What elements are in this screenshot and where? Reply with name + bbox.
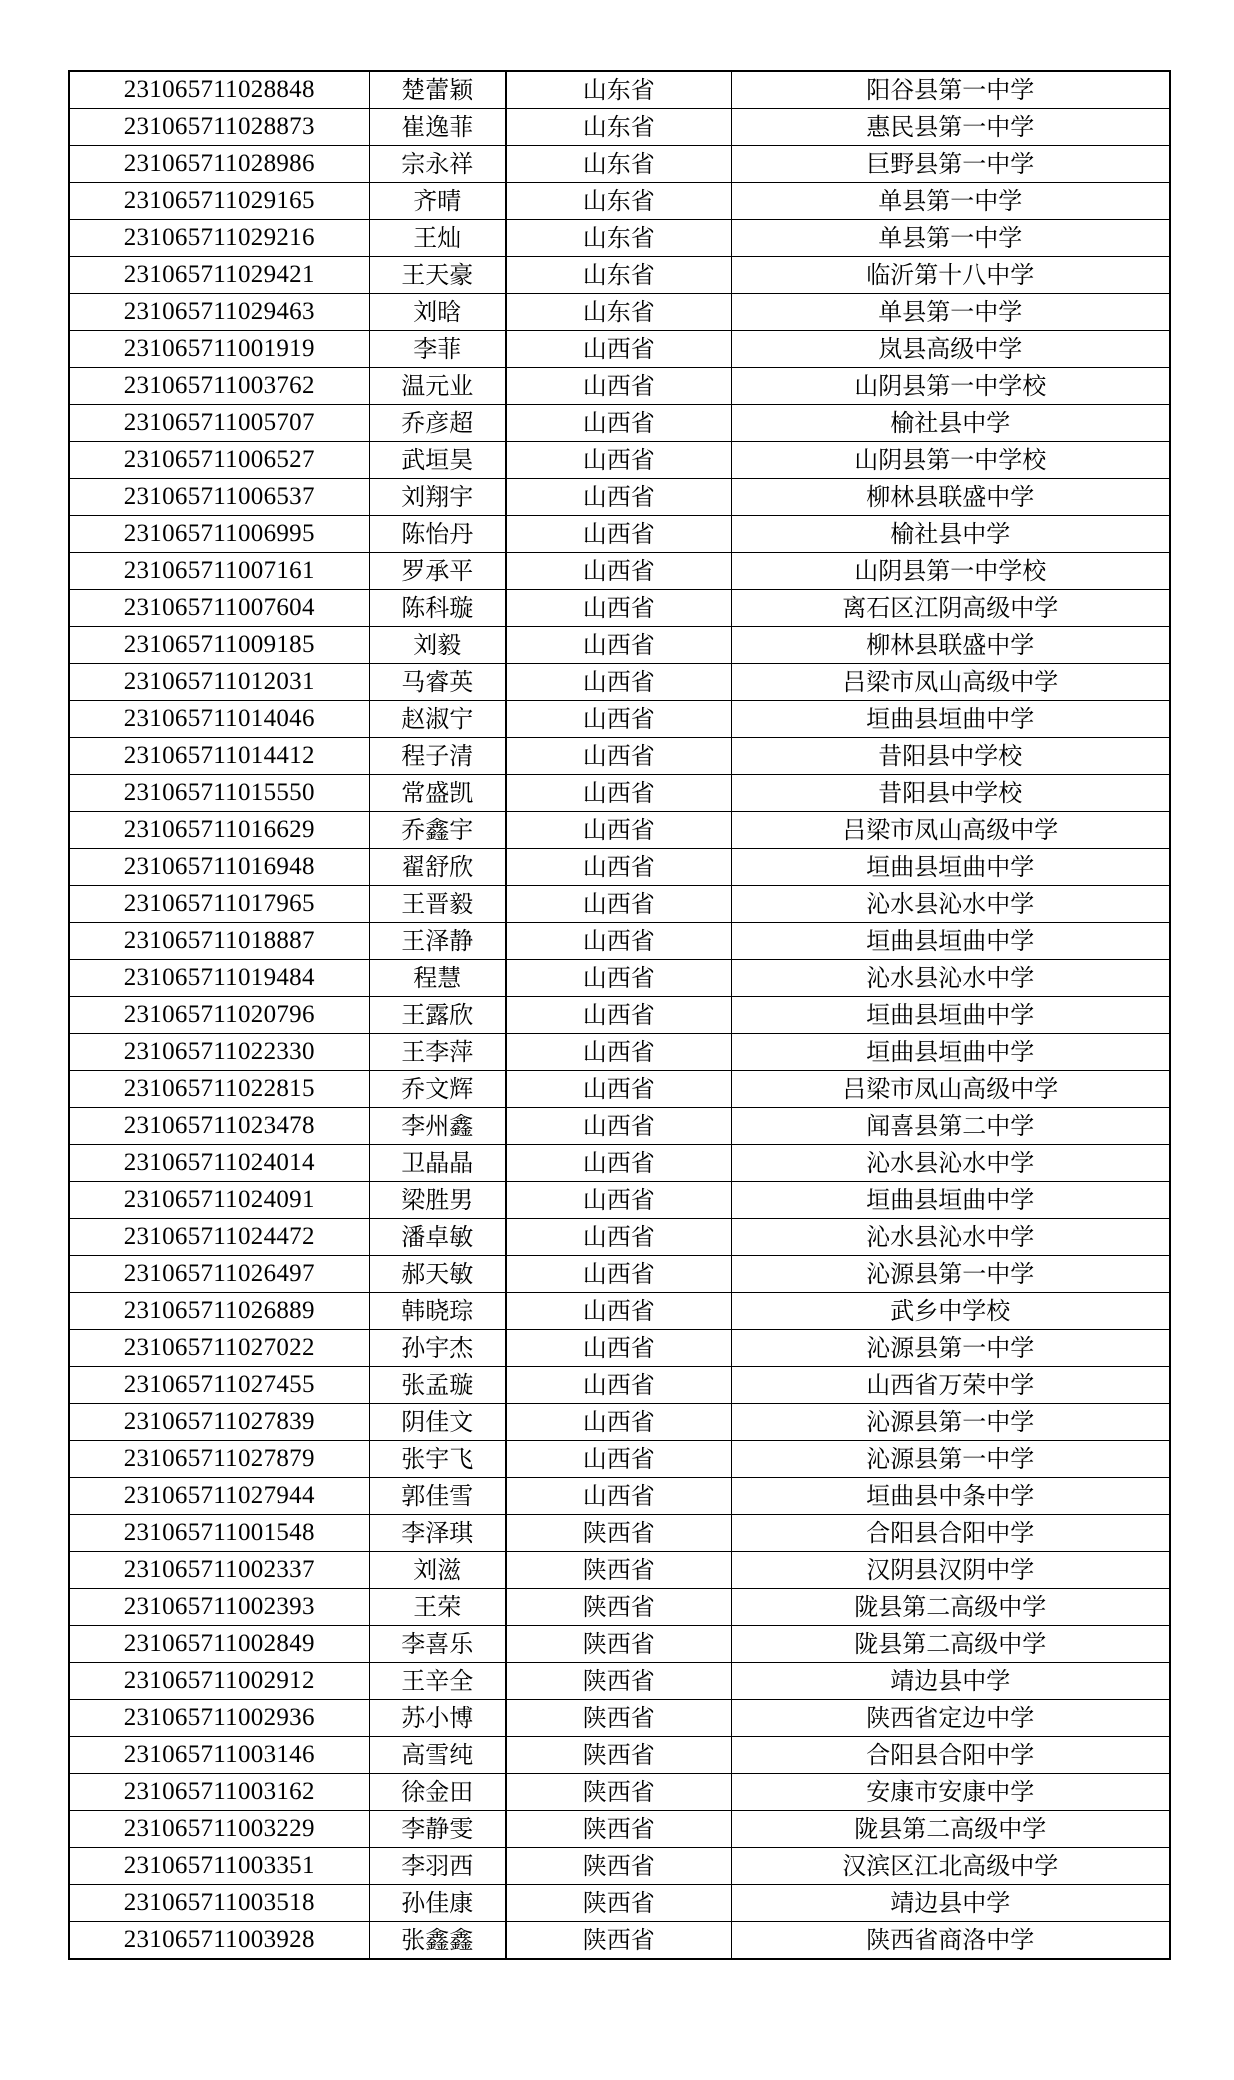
student-name-cell: 崔逸菲	[369, 109, 506, 146]
province-cell: 山西省	[506, 1219, 731, 1256]
province-cell: 陕西省	[506, 1552, 731, 1589]
province-cell: 山西省	[506, 1145, 731, 1182]
province-cell: 山西省	[506, 701, 731, 738]
candidate-id-cell: 231065711012031	[69, 664, 369, 701]
school-cell: 昔阳县中学校	[731, 775, 1170, 812]
candidate-id-cell: 231065711028848	[69, 71, 369, 109]
candidate-id-cell: 231065711024091	[69, 1182, 369, 1219]
candidate-id-cell: 231065711026889	[69, 1293, 369, 1330]
province-cell: 山西省	[506, 442, 731, 479]
school-cell: 山阴县第一中学校	[731, 442, 1170, 479]
school-cell: 安康市安康中学	[731, 1774, 1170, 1811]
student-name-cell: 阴佳文	[369, 1404, 506, 1441]
candidate-id-cell: 231065711001919	[69, 331, 369, 368]
school-cell: 沁水县沁水中学	[731, 960, 1170, 997]
candidate-id-cell: 231065711003928	[69, 1922, 369, 1960]
candidate-id-cell: 231065711029216	[69, 220, 369, 257]
student-name-cell: 王晋毅	[369, 886, 506, 923]
school-cell: 沁源县第一中学	[731, 1441, 1170, 1478]
province-cell: 陕西省	[506, 1737, 731, 1774]
province-cell: 山西省	[506, 738, 731, 775]
school-cell: 榆社县中学	[731, 405, 1170, 442]
province-cell: 山西省	[506, 1367, 731, 1404]
table-row	[69, 1071, 1170, 1108]
student-name-cell: 王泽静	[369, 923, 506, 960]
candidate-id-cell: 231065711028986	[69, 146, 369, 183]
student-name-cell: 武垣昊	[369, 442, 506, 479]
table-row	[69, 1293, 1170, 1330]
candidate-id-cell: 231065711002337	[69, 1552, 369, 1589]
table-row	[69, 1034, 1170, 1071]
student-name-cell: 常盛凯	[369, 775, 506, 812]
student-name-cell: 郝天敏	[369, 1256, 506, 1293]
candidate-id-cell: 231065711026497	[69, 1256, 369, 1293]
student-name-cell: 王李萍	[369, 1034, 506, 1071]
candidate-id-cell: 231065711001548	[69, 1515, 369, 1552]
table-row	[69, 1404, 1170, 1441]
province-cell: 陕西省	[506, 1663, 731, 1700]
candidate-id-cell: 231065711007604	[69, 590, 369, 627]
school-cell: 单县第一中学	[731, 220, 1170, 257]
student-name-cell: 李静雯	[369, 1811, 506, 1848]
student-name-cell: 王灿	[369, 220, 506, 257]
student-name-cell: 陈怡丹	[369, 516, 506, 553]
candidate-id-cell: 231065711029165	[69, 183, 369, 220]
school-cell: 武乡中学校	[731, 1293, 1170, 1330]
student-name-cell: 徐金田	[369, 1774, 506, 1811]
school-cell: 合阳县合阳中学	[731, 1515, 1170, 1552]
student-name-cell: 潘卓敏	[369, 1219, 506, 1256]
student-name-cell: 梁胜男	[369, 1182, 506, 1219]
school-cell: 沁源县第一中学	[731, 1404, 1170, 1441]
table-row	[69, 997, 1170, 1034]
student-name-cell: 李泽琪	[369, 1515, 506, 1552]
table-row	[69, 1589, 1170, 1626]
school-cell: 柳林县联盛中学	[731, 627, 1170, 664]
candidate-id-cell: 231065711028873	[69, 109, 369, 146]
table-row	[69, 590, 1170, 627]
school-cell: 巨野县第一中学	[731, 146, 1170, 183]
candidate-id-cell: 231065711002393	[69, 1589, 369, 1626]
table-row	[69, 960, 1170, 997]
school-cell: 阳谷县第一中学	[731, 71, 1170, 109]
candidate-id-cell: 231065711027455	[69, 1367, 369, 1404]
province-cell: 陕西省	[506, 1515, 731, 1552]
table-row	[69, 1922, 1170, 1960]
table-row	[69, 1515, 1170, 1552]
table-row	[69, 1256, 1170, 1293]
student-name-cell: 张孟璇	[369, 1367, 506, 1404]
province-cell: 陕西省	[506, 1774, 731, 1811]
table-row	[69, 627, 1170, 664]
school-cell: 吕梁市凤山高级中学	[731, 1071, 1170, 1108]
candidate-id-cell: 231065711023478	[69, 1108, 369, 1145]
province-cell: 山西省	[506, 627, 731, 664]
province-cell: 陕西省	[506, 1626, 731, 1663]
school-cell: 陕西省定边中学	[731, 1700, 1170, 1737]
school-cell: 离石区江阴高级中学	[731, 590, 1170, 627]
school-cell: 惠民县第一中学	[731, 109, 1170, 146]
province-cell: 山东省	[506, 294, 731, 331]
candidate-id-cell: 231065711003351	[69, 1848, 369, 1885]
province-cell: 山西省	[506, 664, 731, 701]
candidate-id-cell: 231065711002849	[69, 1626, 369, 1663]
candidate-id-cell: 231065711018887	[69, 923, 369, 960]
table-row	[69, 1811, 1170, 1848]
school-cell: 垣曲县垣曲中学	[731, 923, 1170, 960]
table-row	[69, 1330, 1170, 1367]
student-name-cell: 王露欣	[369, 997, 506, 1034]
province-cell: 山东省	[506, 220, 731, 257]
province-cell: 陕西省	[506, 1589, 731, 1626]
table-row	[69, 701, 1170, 738]
table-row	[69, 331, 1170, 368]
province-cell: 山西省	[506, 405, 731, 442]
student-name-cell: 刘翔宇	[369, 479, 506, 516]
school-cell: 闻喜县第二中学	[731, 1108, 1170, 1145]
student-name-cell: 宗永祥	[369, 146, 506, 183]
table-row	[69, 1848, 1170, 1885]
table-row	[69, 183, 1170, 220]
province-cell: 陕西省	[506, 1700, 731, 1737]
school-cell: 陇县第二高级中学	[731, 1589, 1170, 1626]
school-cell: 陕西省商洛中学	[731, 1922, 1170, 1960]
school-cell: 单县第一中学	[731, 183, 1170, 220]
school-cell: 沁源县第一中学	[731, 1330, 1170, 1367]
province-cell: 山西省	[506, 368, 731, 405]
candidate-id-cell: 231065711014412	[69, 738, 369, 775]
student-name-cell: 李州鑫	[369, 1108, 506, 1145]
table-row	[69, 1478, 1170, 1515]
student-name-cell: 楚蕾颖	[369, 71, 506, 109]
student-name-cell: 李羽西	[369, 1848, 506, 1885]
province-cell: 山西省	[506, 1478, 731, 1515]
student-name-cell: 温元业	[369, 368, 506, 405]
roster-table-body	[69, 71, 1170, 1959]
school-cell: 岚县高级中学	[731, 331, 1170, 368]
school-cell: 沁水县沁水中学	[731, 1219, 1170, 1256]
table-row	[69, 775, 1170, 812]
table-row	[69, 553, 1170, 590]
province-cell: 山西省	[506, 1404, 731, 1441]
school-cell: 垣曲县中条中学	[731, 1478, 1170, 1515]
candidate-id-cell: 231065711019484	[69, 960, 369, 997]
province-cell: 陕西省	[506, 1848, 731, 1885]
student-name-cell: 李喜乐	[369, 1626, 506, 1663]
school-cell: 垣曲县垣曲中学	[731, 701, 1170, 738]
student-name-cell: 齐晴	[369, 183, 506, 220]
student-name-cell: 张宇飞	[369, 1441, 506, 1478]
table-row	[69, 405, 1170, 442]
province-cell: 山西省	[506, 516, 731, 553]
province-cell: 山西省	[506, 1182, 731, 1219]
table-row	[69, 886, 1170, 923]
student-name-cell: 刘滋	[369, 1552, 506, 1589]
province-cell: 山西省	[506, 960, 731, 997]
table-row	[69, 257, 1170, 294]
student-name-cell: 赵淑宁	[369, 701, 506, 738]
school-cell: 靖边县中学	[731, 1663, 1170, 1700]
student-name-cell: 乔鑫宇	[369, 812, 506, 849]
school-cell: 沁水县沁水中学	[731, 1145, 1170, 1182]
table-row	[69, 368, 1170, 405]
table-row	[69, 516, 1170, 553]
student-name-cell: 翟舒欣	[369, 849, 506, 886]
student-name-cell: 刘晗	[369, 294, 506, 331]
table-row	[69, 1663, 1170, 1700]
candidate-id-cell: 231065711029463	[69, 294, 369, 331]
school-cell: 榆社县中学	[731, 516, 1170, 553]
candidate-id-cell: 231065711014046	[69, 701, 369, 738]
school-cell: 陇县第二高级中学	[731, 1626, 1170, 1663]
candidate-id-cell: 231065711017965	[69, 886, 369, 923]
table-row	[69, 109, 1170, 146]
table-row	[69, 294, 1170, 331]
school-cell: 垣曲县垣曲中学	[731, 849, 1170, 886]
candidate-id-cell: 231065711002936	[69, 1700, 369, 1737]
candidate-id-cell: 231065711016948	[69, 849, 369, 886]
school-cell: 汉阴县汉阴中学	[731, 1552, 1170, 1589]
school-cell: 陇县第二高级中学	[731, 1811, 1170, 1848]
table-row	[69, 1885, 1170, 1922]
student-name-cell: 高雪纯	[369, 1737, 506, 1774]
student-name-cell: 卫晶晶	[369, 1145, 506, 1182]
table-row	[69, 849, 1170, 886]
candidate-id-cell: 231065711006995	[69, 516, 369, 553]
school-cell: 沁水县沁水中学	[731, 886, 1170, 923]
province-cell: 山西省	[506, 1256, 731, 1293]
student-name-cell: 刘毅	[369, 627, 506, 664]
student-name-cell: 程慧	[369, 960, 506, 997]
table-row	[69, 1626, 1170, 1663]
school-cell: 昔阳县中学校	[731, 738, 1170, 775]
table-row	[69, 1367, 1170, 1404]
province-cell: 山西省	[506, 1293, 731, 1330]
province-cell: 山东省	[506, 146, 731, 183]
table-row	[69, 812, 1170, 849]
candidate-id-cell: 231065711003518	[69, 1885, 369, 1922]
province-cell: 山东省	[506, 183, 731, 220]
table-row	[69, 738, 1170, 775]
table-row	[69, 442, 1170, 479]
province-cell: 山西省	[506, 1034, 731, 1071]
candidate-id-cell: 231065711024014	[69, 1145, 369, 1182]
candidate-id-cell: 231065711003229	[69, 1811, 369, 1848]
student-name-cell: 郭佳雪	[369, 1478, 506, 1515]
school-cell: 垣曲县垣曲中学	[731, 1034, 1170, 1071]
table-row	[69, 479, 1170, 516]
candidate-id-cell: 231065711009185	[69, 627, 369, 664]
school-cell: 吕梁市凤山高级中学	[731, 812, 1170, 849]
province-cell: 山西省	[506, 331, 731, 368]
school-cell: 单县第一中学	[731, 294, 1170, 331]
school-cell: 柳林县联盛中学	[731, 479, 1170, 516]
candidate-id-cell: 231065711003162	[69, 1774, 369, 1811]
student-name-cell: 孙佳康	[369, 1885, 506, 1922]
province-cell: 山西省	[506, 812, 731, 849]
table-row	[69, 1700, 1170, 1737]
candidate-id-cell: 231065711022815	[69, 1071, 369, 1108]
table-row	[69, 1774, 1170, 1811]
student-name-cell: 苏小博	[369, 1700, 506, 1737]
table-row	[69, 1145, 1170, 1182]
table-row	[69, 220, 1170, 257]
student-name-cell: 马睿英	[369, 664, 506, 701]
province-cell: 山西省	[506, 997, 731, 1034]
table-row	[69, 1182, 1170, 1219]
candidate-id-cell: 231065711003146	[69, 1737, 369, 1774]
province-cell: 山西省	[506, 1108, 731, 1145]
table-row	[69, 664, 1170, 701]
school-cell: 山阴县第一中学校	[731, 553, 1170, 590]
candidate-id-cell: 231065711015550	[69, 775, 369, 812]
province-cell: 山西省	[506, 923, 731, 960]
candidate-id-cell: 231065711027944	[69, 1478, 369, 1515]
school-cell: 沁源县第一中学	[731, 1256, 1170, 1293]
province-cell: 山东省	[506, 71, 731, 109]
student-name-cell: 韩晓琮	[369, 1293, 506, 1330]
student-name-cell: 王荣	[369, 1589, 506, 1626]
province-cell: 陕西省	[506, 1922, 731, 1960]
province-cell: 山西省	[506, 775, 731, 812]
table-row	[69, 1737, 1170, 1774]
candidate-id-cell: 231065711027839	[69, 1404, 369, 1441]
student-name-cell: 陈科璇	[369, 590, 506, 627]
table-row	[69, 1441, 1170, 1478]
candidate-id-cell: 231065711002912	[69, 1663, 369, 1700]
student-name-cell: 罗承平	[369, 553, 506, 590]
table-row	[69, 923, 1170, 960]
student-name-cell: 孙宇杰	[369, 1330, 506, 1367]
school-cell: 垣曲县垣曲中学	[731, 1182, 1170, 1219]
province-cell: 山西省	[506, 886, 731, 923]
province-cell: 山西省	[506, 1441, 731, 1478]
student-name-cell: 乔文辉	[369, 1071, 506, 1108]
province-cell: 陕西省	[506, 1811, 731, 1848]
school-cell: 吕梁市凤山高级中学	[731, 664, 1170, 701]
province-cell: 山西省	[506, 849, 731, 886]
school-cell: 山阴县第一中学校	[731, 368, 1170, 405]
student-name-cell: 程子清	[369, 738, 506, 775]
candidate-id-cell: 231065711020796	[69, 997, 369, 1034]
student-name-cell: 乔彦超	[369, 405, 506, 442]
roster-table	[68, 70, 1171, 1960]
candidate-id-cell: 231065711029421	[69, 257, 369, 294]
table-row	[69, 1108, 1170, 1145]
student-name-cell: 张鑫鑫	[369, 1922, 506, 1960]
candidate-id-cell: 231065711024472	[69, 1219, 369, 1256]
school-cell: 垣曲县垣曲中学	[731, 997, 1170, 1034]
table-row	[69, 146, 1170, 183]
candidate-id-cell: 231065711022330	[69, 1034, 369, 1071]
candidate-id-cell: 231065711005707	[69, 405, 369, 442]
candidate-id-cell: 231065711006527	[69, 442, 369, 479]
table-row	[69, 1552, 1170, 1589]
student-name-cell: 王天豪	[369, 257, 506, 294]
province-cell: 山东省	[506, 257, 731, 294]
province-cell: 山西省	[506, 1330, 731, 1367]
school-cell: 合阳县合阳中学	[731, 1737, 1170, 1774]
candidate-id-cell: 231065711016629	[69, 812, 369, 849]
candidate-id-cell: 231065711027022	[69, 1330, 369, 1367]
province-cell: 陕西省	[506, 1885, 731, 1922]
candidate-id-cell: 231065711003762	[69, 368, 369, 405]
candidate-id-cell: 231065711027879	[69, 1441, 369, 1478]
school-cell: 临沂第十八中学	[731, 257, 1170, 294]
table-row	[69, 71, 1170, 109]
province-cell: 山西省	[506, 553, 731, 590]
school-cell: 山西省万荣中学	[731, 1367, 1170, 1404]
candidate-id-cell: 231065711007161	[69, 553, 369, 590]
student-name-cell: 李菲	[369, 331, 506, 368]
school-cell: 汉滨区江北高级中学	[731, 1848, 1170, 1885]
province-cell: 山西省	[506, 1071, 731, 1108]
student-name-cell: 王辛全	[369, 1663, 506, 1700]
province-cell: 山西省	[506, 590, 731, 627]
candidate-id-cell: 231065711006537	[69, 479, 369, 516]
table-row	[69, 1219, 1170, 1256]
province-cell: 山西省	[506, 479, 731, 516]
province-cell: 山东省	[506, 109, 731, 146]
school-cell: 靖边县中学	[731, 1885, 1170, 1922]
